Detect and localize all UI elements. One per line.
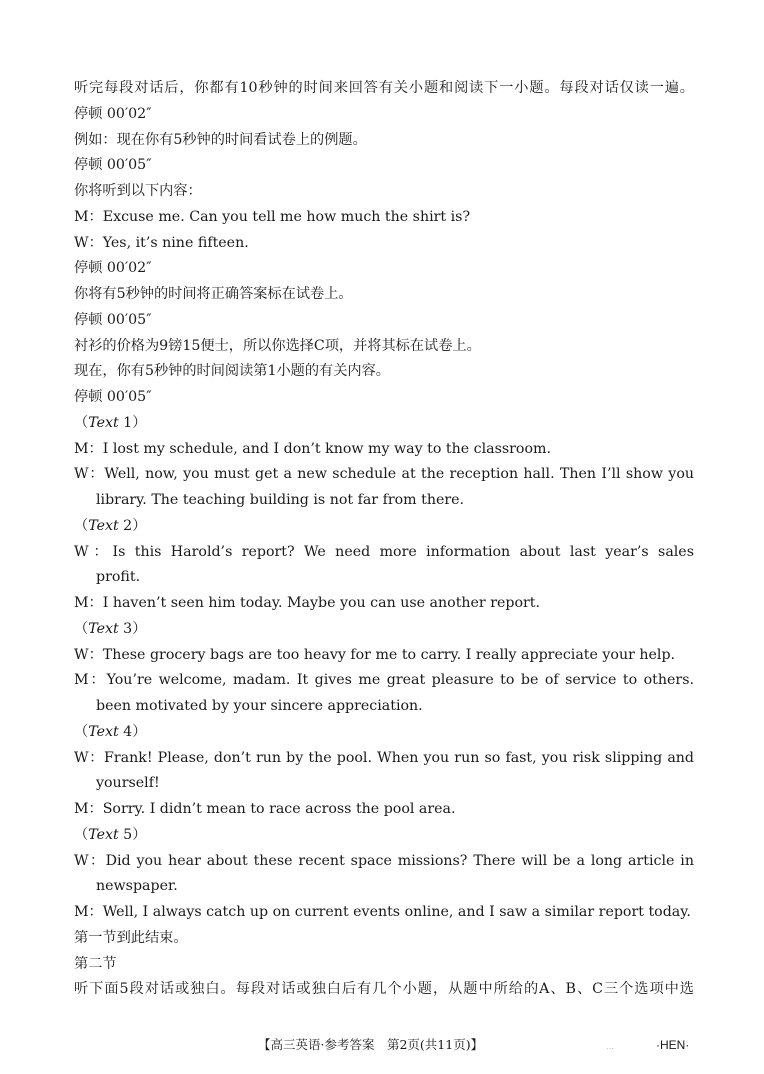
- text2-man-line: M：I haven’t seen him today. Maybe you can use another report.: [74, 595, 541, 611]
- section2-intro-line: 听下面5段对话或独白。每段对话或独白后有几个小题，从题中所给的A、B、C三个选项中选: [74, 981, 694, 997]
- footer-faint-mark: …: [606, 1042, 614, 1051]
- text4-man-line: M：Sorry. I didn’t mean to race across the pool area.: [74, 801, 456, 817]
- text3-label: （Text 3）: [74, 621, 147, 637]
- text1-woman-line-cont: library. The teaching building is not far from there.: [96, 492, 465, 508]
- text3-woman-line: W：These grocery bags are too heavy for me to carry. I really appreciate your help.: [74, 647, 676, 663]
- text3-man-line-cont: been motivated by your sincere appreciation.: [96, 698, 423, 714]
- example-man-line: M：Excuse me. Can you tell me how much the shirt is?: [74, 209, 471, 225]
- text5-man-line: M：Well, I always catch up on current events online, and I saw a similar report today.: [74, 904, 691, 920]
- pause-line: 停顿 00′02″: [74, 106, 152, 122]
- text2-woman-line: W：Is this Harold’s report? We need more information about last year’s sales: [74, 544, 694, 560]
- pause-line: 停顿 00′05″: [74, 312, 152, 328]
- now-read-line: 现在，你有5秒钟的时间阅读第1小题的有关内容。: [74, 363, 390, 379]
- text4-woman-line: W：Frank! Please, don’t run by the pool. When you run so fast, you risk slipping and: [74, 750, 694, 766]
- text5-label: （Text 5）: [74, 827, 147, 843]
- example-woman-line: W：Yes, it’s nine fifteen.: [74, 235, 249, 251]
- text1-man-line: M：I lost my schedule, and I don’t know my way to the classroom.: [74, 441, 551, 457]
- price-explanation-line: 衬衫的价格为9镑15便士，所以你选择C项，并将其标在试卷上。: [74, 338, 481, 354]
- text5-woman-line: W：Did you hear about these recent space missions? There will be a long article in: [74, 853, 694, 869]
- footer-code: ·HEN·: [656, 1038, 690, 1052]
- section2-heading: 第二节: [74, 956, 117, 972]
- text4-woman-line-cont: yourself!: [96, 775, 160, 791]
- section1-end-line: 第一节到此结束。: [74, 930, 188, 946]
- text1-woman-line: W：Well, now, you must get a new schedule at the reception hall. Then I’ll show you: [74, 466, 694, 482]
- example-line: 例如：现在你有5秒钟的时间看试卷上的例题。: [74, 132, 367, 148]
- text2-label: （Text 2）: [74, 518, 147, 534]
- text3-man-line: M：You’re welcome, madam. It gives me great pleasure to be of service to others.: [74, 672, 694, 688]
- pause-line: 停顿 00′05″: [74, 157, 152, 173]
- intro-line: 听完每段对话后，你都有10秒钟的时间来回答有关小题和阅读下一小题。每段对话仅读一遍。: [74, 80, 694, 96]
- pause-line: 停顿 00′05″: [74, 389, 152, 405]
- mark-answer-line: 你将有5秒钟的时间将正确答案标在试卷上。: [74, 286, 353, 302]
- text4-label: （Text 4）: [74, 724, 147, 740]
- text1-label: （Text 1）: [74, 415, 147, 431]
- text5-woman-line-cont: newspaper.: [96, 878, 178, 894]
- pause-line: 停顿 00′02″: [74, 260, 152, 276]
- will-hear-line: 你将听到以下内容：: [74, 183, 202, 199]
- footer-page-info: 【高三英语·参考答案 第2页(共11页)】: [258, 1037, 484, 1052]
- text2-woman-line-cont: profit.: [96, 569, 141, 585]
